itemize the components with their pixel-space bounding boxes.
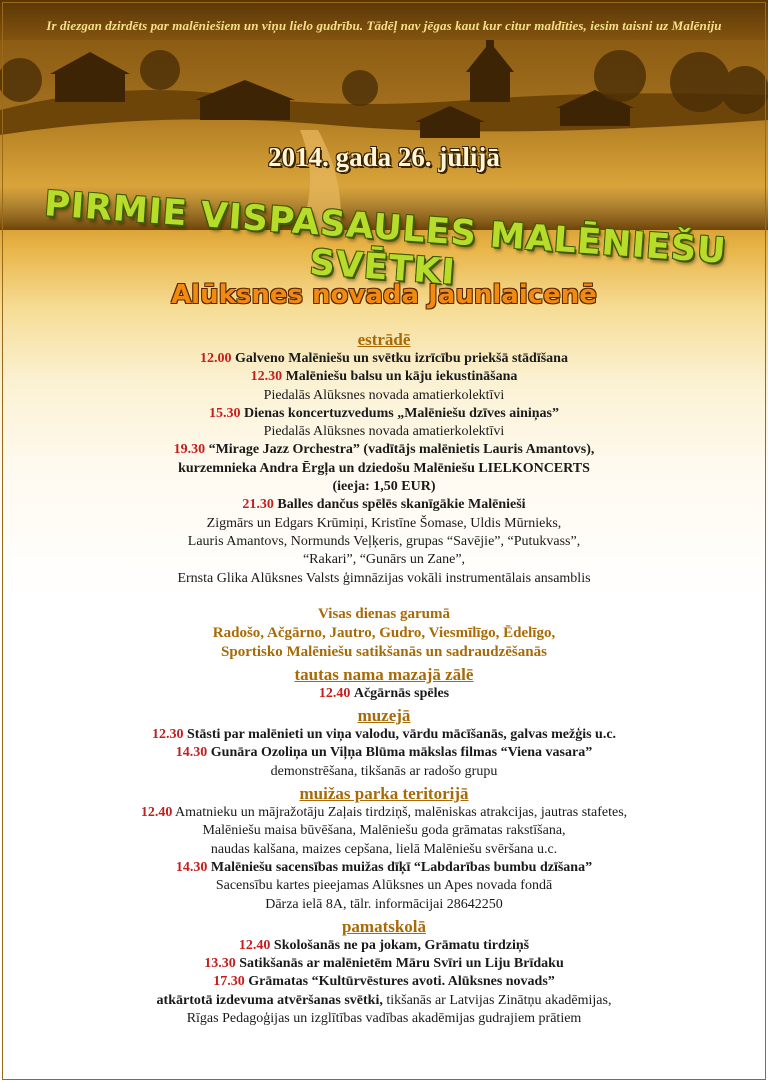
time: 14.30: [175, 859, 208, 875]
activity: Ačgārnās spēles: [353, 685, 450, 701]
program-note: kurzemnieka Andra Ērgļa un dziedošu Malēniešu LIELKONCERTS: [178, 460, 590, 476]
program-note: Zigmārs un Edgars Krūmiņi, Kristīne Šomase, Uldis Mūrnieks,: [206, 515, 562, 531]
time: 19.30: [173, 442, 206, 458]
program-note: Malēniešu maisa būvēšana, Malēniešu goda grāmatas rakstīšana,: [202, 823, 566, 839]
program-row: [0, 804, 768, 822]
program-note: Lauris Amantovs, Normunds Veļķeris, grupas “Savējie”, “Putukvass”,: [187, 533, 581, 549]
program-note: Piedalās Alūksnes novada amatierkolektīvi: [263, 424, 505, 440]
activity: Gunāra Ozoliņa un Viļņa Blūma mākslas filmas “Viena vasara”: [210, 745, 593, 761]
time: 12.40: [318, 685, 351, 701]
program-note: (ieeja: 1,50 EUR): [332, 479, 436, 495]
time: 15.30: [208, 405, 241, 421]
activity: Malēniešu balsu un kāju iekustināšana: [285, 369, 518, 385]
time: 14.30: [175, 745, 208, 761]
venue-heading-estrade: estrādē: [357, 330, 411, 349]
time: 12.30: [250, 369, 283, 385]
program-row: [0, 726, 768, 744]
activity: “Mirage Jazz Orchestra” (vadītājs malēnietis Lauris Amantovs),: [208, 442, 595, 458]
time: 13.30: [204, 956, 236, 972]
time: 17.30: [213, 974, 245, 990]
activity: Balles dančus spēlēs skanīgākie Malēnieši: [277, 497, 526, 513]
program-row: [0, 405, 768, 423]
program-note: Rīgas Pedagoģijas un izglītības vadības akadēmijas gudrajiem prātiem: [186, 1011, 582, 1027]
program-row: [0, 441, 768, 459]
time: 12.30: [151, 727, 184, 743]
program-row: [0, 350, 768, 368]
program-row: [0, 496, 768, 514]
allday-line: Sportisko Malēniešu satikšanās un sadraudzēšanās: [221, 643, 547, 660]
event-location: Alūksnes novada Jaunlaicenē: [171, 280, 597, 310]
activity-rest: tikšanās ar Latvijas Zinātņu akadēmijas,: [382, 992, 612, 1008]
program-row: [0, 744, 768, 762]
activity: Stāsti par malēnieti un viņa valodu, vārdu mācīšanās, galvas mežģis u.c.: [186, 727, 617, 743]
allday-line: Radošo, Ačgārno, Jautro, Gudro, Viesmīlīgo, Ēdelīgo,: [212, 624, 556, 641]
activity: Grāmatas “Kultūrvēstures avoti. Alūksnes novads”: [248, 974, 555, 990]
program-note: Piedalās Alūksnes novada amatierkolektīvi: [263, 387, 505, 403]
activity: Amatnieku un mājražotāju Zaļais tirdziņš, malēniskas atrakcijas, jautras stafetes,: [175, 805, 628, 821]
time: 12.40: [238, 937, 271, 953]
motto: Ir diezgan dzirdēts par malēniešiem un viņu lielo gudrību. Tādēļ nav jēgas kaut kur citur maldīties, iesim taisni uz Malēniju: [46, 18, 722, 33]
venue-heading-tautas-nams: tautas nama mazajā zālē: [294, 664, 474, 684]
venue-heading-pamatskola: pamatskolā: [341, 916, 427, 936]
activity: Skološanās ne pa jokam, Grāmatu tirdziņš: [273, 937, 530, 953]
program-note: “Rakari”, “Gunārs un Zane”,: [302, 552, 466, 568]
program: [0, 327, 768, 1028]
time: 12.00: [200, 351, 232, 366]
program-note: Sacensību kartes pieejamas Alūksnes un Apes novada fondā: [215, 878, 553, 894]
venue-heading-muzejs: muzejā: [357, 706, 411, 726]
activity: Galveno Malēniešu un svētku izrīcību priekšā stādīšana: [235, 351, 568, 366]
program-row: [0, 685, 768, 703]
program-row: [0, 973, 768, 991]
activity: Dienas koncertuzvedums „Malēniešu dzīves ainiņas”: [243, 405, 559, 421]
program-note: Dārza ielā 8A, tālr. informācijai 28642250: [265, 896, 503, 912]
program-row: [0, 955, 768, 973]
program-note: [0, 992, 768, 1010]
program-note: naudas kalšana, maizes cepšana, lielā Malēniešu svēršana u.c.: [210, 841, 558, 857]
event-date: 2014. gada 26. jūlijā: [268, 142, 500, 172]
activity-bold: atkārtotā izdevuma atvēršanas svētki,: [156, 992, 383, 1008]
time: 21.30: [242, 497, 274, 513]
activity: Satikšanās ar malēnietēm Māru Svīri un Liju Brīdaku: [239, 956, 564, 972]
program-note: demonstrēšana, tikšanās ar radošo grupu: [270, 763, 498, 779]
activity: Malēniešu sacensības muižas dīķī “Labdarības bumbu dzīšana”: [210, 859, 593, 875]
program-row: [0, 859, 768, 877]
time: 12.40: [140, 805, 173, 821]
allday-heading: Visas dienas garumā: [318, 605, 450, 622]
program-row: [0, 937, 768, 955]
venue-heading-parks: muižas parka teritorijā: [299, 784, 469, 804]
event-title: PIRMIE VISPASAULES MALĒNIEŠU SVĒTKI: [43, 184, 728, 294]
program-note: Ernsta Glika Alūksnes Valsts ģimnāzijas vokāli instrumentālais ansamblis: [177, 570, 591, 586]
program-row: [0, 368, 768, 386]
